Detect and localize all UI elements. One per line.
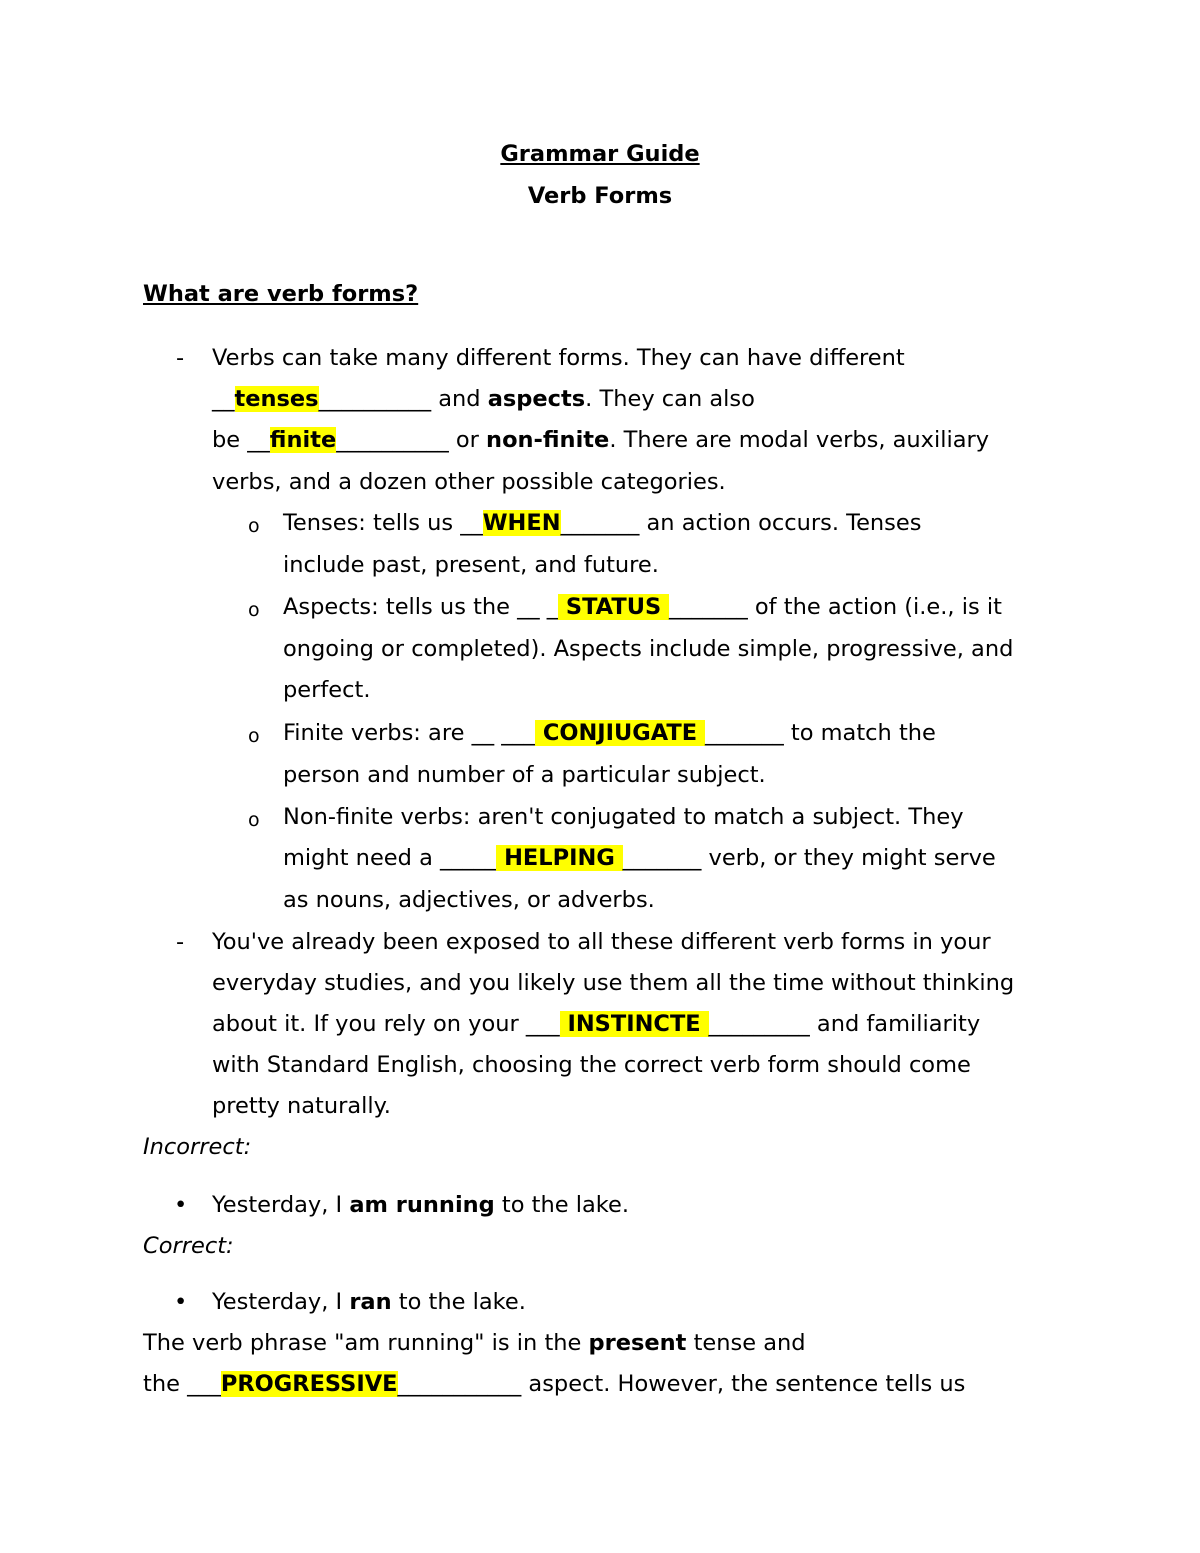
- section-heading: What are verb forms?: [143, 281, 419, 307]
- incorrect-label: Incorrect:: [143, 1134, 252, 1160]
- answer-instinct: INSTINCTE: [559, 1011, 709, 1037]
- text: and familiarity: [809, 1011, 981, 1037]
- bullet2-line4: with Standard English, choosing the correct verb form should come: [212, 1052, 971, 1078]
- text: an action occurs. Tenses: [639, 510, 922, 536]
- text: . They can also: [585, 386, 755, 412]
- text: to the lake.: [494, 1192, 630, 1218]
- bullet1-line2: [212, 384, 755, 414]
- bullet-dot: •: [174, 1192, 188, 1218]
- text: tense and: [686, 1330, 806, 1356]
- answer-tenses: tenses: [234, 386, 319, 412]
- document-title: [0, 141, 1200, 167]
- text: Finite verbs: are __ ___: [283, 720, 535, 746]
- circle-marker: o: [248, 809, 260, 831]
- text: Aspects: tells us the __ _: [283, 594, 559, 620]
- sub1-line2: include past, present, and future.: [283, 552, 659, 578]
- text: to match the: [783, 720, 936, 746]
- document-subtitle: Verb Forms: [527, 183, 673, 209]
- bullet2-line5: pretty naturally.: [212, 1093, 391, 1119]
- title-text: Grammar Guide: [500, 141, 700, 167]
- text: Yesterday, I: [212, 1289, 350, 1315]
- text: The verb phrase "am running" is in the: [143, 1330, 589, 1356]
- blank: __________: [318, 386, 432, 412]
- bold-term: aspects: [487, 386, 586, 412]
- bold-term: present: [588, 1330, 687, 1356]
- correct-example: [212, 1287, 526, 1317]
- sub2-line3: perfect.: [283, 677, 371, 703]
- sub3-line2: person and number of a particular subject.: [283, 762, 766, 788]
- text: and: [431, 386, 488, 412]
- correct-label: Correct:: [143, 1233, 234, 1259]
- bold-term: am running: [349, 1192, 495, 1218]
- text: the ___: [143, 1371, 221, 1397]
- sub3-line1: [283, 718, 936, 748]
- sub2-line2: ongoing or completed). Aspects include simple, progressive, and: [283, 636, 1014, 662]
- dash-marker: -: [176, 345, 185, 371]
- text: Tenses: tells us __: [283, 510, 483, 536]
- sub1-line1: [283, 508, 921, 538]
- answer-progressive: PROGRESSIVE: [220, 1371, 398, 1397]
- answer-status: STATUS: [558, 594, 670, 620]
- text: . There are modal verbs, auxiliary: [609, 427, 990, 453]
- bullet2-line2: everyday studies, and you likely use them all the time without thinking: [212, 970, 1015, 996]
- text: might need a _____: [283, 845, 497, 871]
- explanation-line1: [143, 1328, 806, 1358]
- answer-helping: HELPING: [496, 845, 623, 871]
- answer-finite: finite: [269, 427, 337, 453]
- text: aspect. However, the sentence tells us: [521, 1371, 966, 1397]
- bullet2-line3: [212, 1009, 980, 1039]
- explanation-line2: [143, 1369, 965, 1399]
- bullet-dot: •: [174, 1289, 188, 1315]
- sub4-line3: as nouns, adjectives, or adverbs.: [283, 887, 655, 913]
- sub4-line1: Non-finite verbs: aren't conjugated to match a subject. They: [283, 804, 964, 830]
- blank: _______: [622, 845, 702, 871]
- text: of the action (i.e., is it: [747, 594, 1002, 620]
- incorrect-example: [212, 1190, 629, 1220]
- blank: _______: [705, 720, 784, 746]
- sub4-line2: [283, 843, 996, 873]
- blank: __________: [336, 427, 449, 453]
- dash-marker: -: [176, 929, 185, 955]
- bold-term: ran: [349, 1289, 392, 1315]
- circle-marker: o: [248, 725, 260, 747]
- bullet1-line4: verbs, and a dozen other possible categories.: [212, 469, 726, 495]
- answer-conjugate: CONJIUGATE: [534, 720, 705, 746]
- bold-term: non-finite: [486, 427, 610, 453]
- text: about it. If you rely on your ___: [212, 1011, 560, 1037]
- text: or: [448, 427, 487, 453]
- text: be __: [212, 427, 270, 453]
- text: verb, or they might serve: [701, 845, 996, 871]
- blank: __: [212, 386, 235, 412]
- blank: ___________: [397, 1371, 522, 1397]
- answer-when: WHEN: [482, 510, 561, 536]
- circle-marker: o: [248, 599, 260, 621]
- blank: _______: [560, 510, 640, 536]
- blank: _______: [669, 594, 748, 620]
- text: to the lake.: [391, 1289, 526, 1315]
- bullet1-line1: Verbs can take many different forms. They can have different: [212, 345, 905, 371]
- bullet1-line3: [212, 425, 989, 455]
- text: Yesterday, I: [212, 1192, 350, 1218]
- blank: _________: [708, 1011, 810, 1037]
- sub2-line1: [283, 592, 1002, 622]
- bullet2-line1: You've already been exposed to all these different verb forms in your: [212, 929, 991, 955]
- circle-marker: o: [248, 515, 260, 537]
